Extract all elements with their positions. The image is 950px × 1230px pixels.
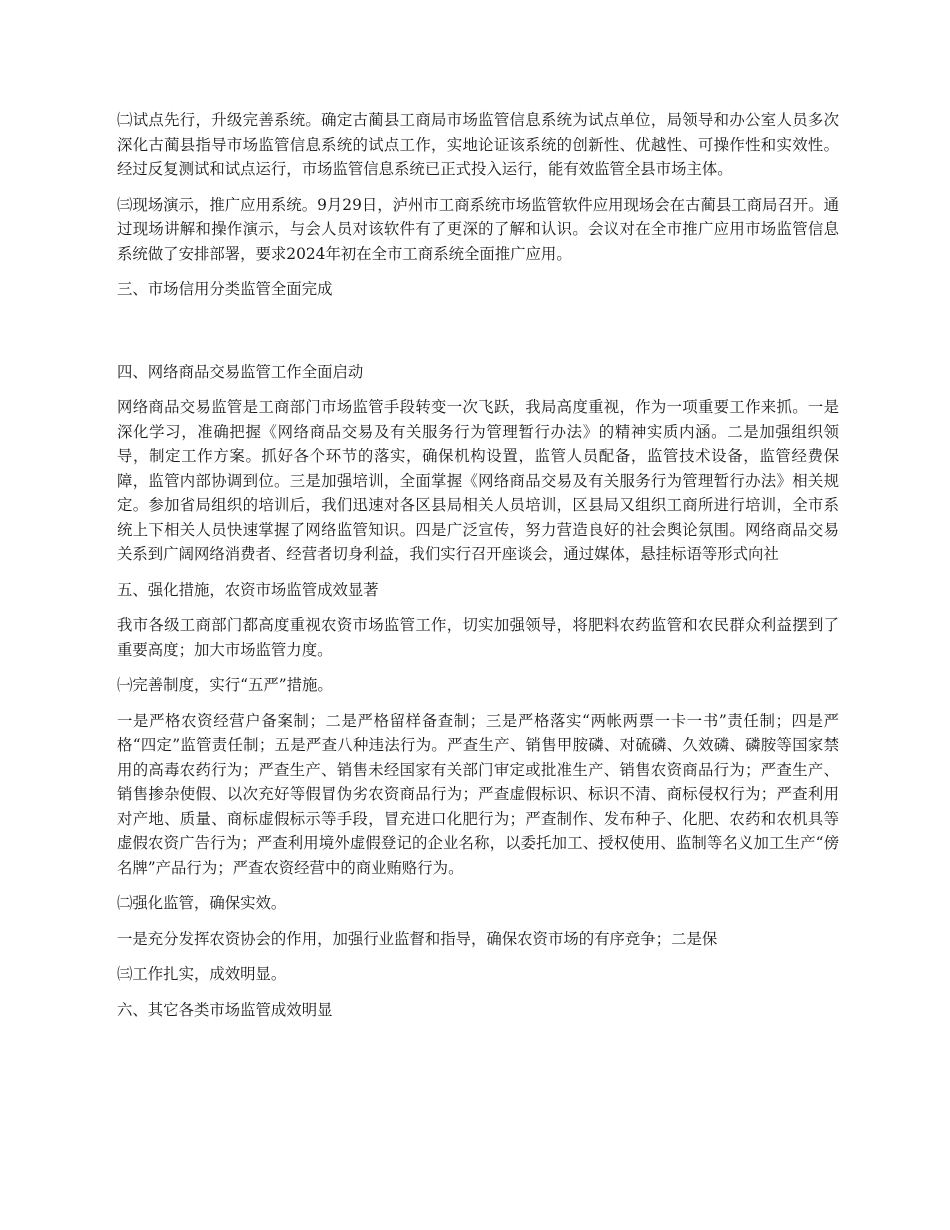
heading-section-4: 四、网络商品交易监管工作全面启动 [117,362,364,381]
paragraph-association: 一是充分发挥农资协会的作用，加强行业监督和指导，确保农资市场的有序竞争；二是保 [117,929,718,948]
paragraph-demo: ㈢现场演示，推广应用系统。9月29日，泸州市工商系统市场监管软件应用现场会在古蔺县工商局召开。通过现场讲解和操作演示，与会人员对该软件有了更深的了解和认识。会议对在全市推广应用市场监管信息系统做了安排部署，要求2024年初在全市工商系统全面推广应用。 [117,195,839,263]
heading-section-6: 六、其它各类市场监管成效明显 [117,1000,333,1019]
subheading-3: ㈢工作扎实，成效明显。 [117,965,287,983]
document-body [117,108,839,1033]
paragraph-pilot: ㈡试点先行，升级完善系统。确定古蔺县工商局市场监管信息系统为试点单位，局领导和办公室人员多次深化古蔺县指导市场监管信息系统的试点工作，实地论证该系统的创新性、优越性、可操作性和实效性。经过反复测试和试点运行，市场监管信息系统已正式投入运行，能有效监管全县市场主体。 [117,111,839,178]
heading-section-5: 五、强化措施，农资市场监管成效显著 [117,580,379,599]
subheading-1: ㈠完善制度，实行“五严”措施。 [117,676,333,694]
heading-section-3: 三、市场信用分类监管全面完成 [117,280,333,298]
subheading-2: ㈡强化监管，确保实效。 [117,894,287,912]
paragraph-agri-intro: 我市各级工商部门都高度重视农资市场监管工作，切实加强领导，将肥料农药监管和农民群众利益摆到了重要高度；加大市场监管力度。 [117,616,839,659]
paragraph-five-strict: 一是严格农资经营户备案制；二是严格留样备查制；三是严格落实“两帐两票一卡一书”责任制；四是严格“四定”监管责任制；五是严查八种违法行为。严查生产、销售甲胺磷、对硫磷、久效磷、磷胺等国家禁用的高毒农药行为；严查生产、销售未经国家有关部门审定或批准生产、销售农资商品行为；严查生产、销售掺杂使假、以次充好等假冒伪劣农资商品行为；严查虚假标识、标识不清、商标侵权行为；严查利用对产地、质量、商标虚假标示等手段，冒充进口化肥行为；严查制作、发布种子、化肥、农药和农机具等虚假农资广告行为；严查利用境外虚假登记的企业名称，以委托加工、授权使用、监制等名义加工生产“傍名牌”产品行为；严查农资经营中的商业贿赂行为。 [117,711,839,877]
paragraph-online-trade: 网络商品交易监管是工商部门市场监管手段转变一次飞跃，我局高度重视，作为一项重要工作来抓。一是深化学习，准确把握《网络商品交易及有关服务行为管理暂行办法》的精神实质内涵。二是加强组织领导，制定工作方案。抓好各个环节的落实，确保机构设置，监管人员配备，监管技术设备，监管经费保障，监管内部协调到位。三是加强培训，全面掌握《网络商品交易及有关服务行为管理暂行办法》相关规定。参加省局组织的培训后，我们迅速对各区县局相关人员培训，区县局又组织工商所进行培训，全市系统上下相关人员快速掌握了网络监管知识。四是广泛宣传，努力营造良好的社会舆论氛围。网络商品交易关系到广阔网络消费者、经营者切身利益，我们实行召开座谈会，通过媒体，悬挂标语等形式向社 [117,398,839,563]
